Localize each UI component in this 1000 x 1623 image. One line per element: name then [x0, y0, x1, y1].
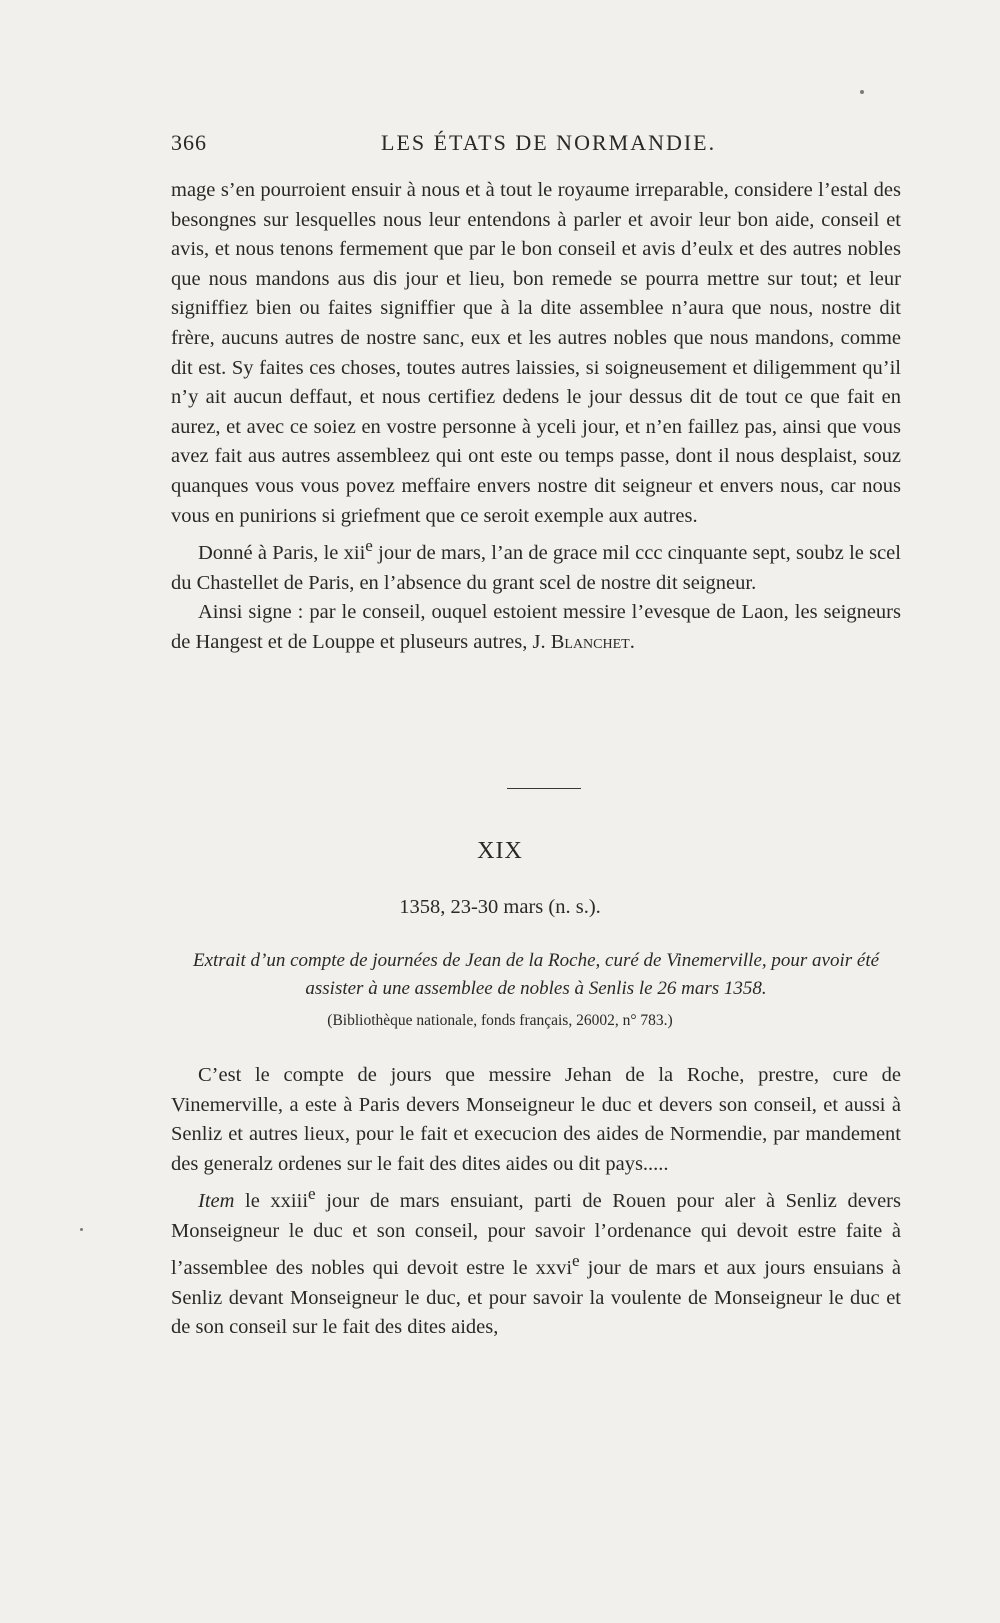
paragraph: mage s’en pourroient ensuir à nous et à tout le royaume irreparable, considere l’estal des besongnes sur lesquelles nous leur entendons à parler et avoir leur bon aide, conseil et avis, et nous tenons fermement que par le bon conseil et avis d’eulx et des autres nobles que nous mandons aus dis jour et lieu, bon remede se pourra mettre sur tout; et leur signiffiez bien ou faites signiffier que à la dite assemblee n’aura que nous, nostre dit frère, aucuns autres de nostre sanc, eux et les autres nobles que nous mandons, comme dit est. Sy faites ces choses, toutes autres laissies, si soigneusement et diligemment qu’il n’y ait aucun deffaut, et nous certifiez dedens le jour dessus dit de tout ce que fait en aurez, et avec ce soiez en vostre personne à yceli jour, et n’en faillez pas, ainsi que vous avez fait aus autres assembleez qui ont este ou temps passe, dont il nous desplaist, souz quanques vous vous povez meffaire envers nostre dit seigneur et envers nous, car nous vous en punirions si griefment que ce seroit exemple aux autres.	[171, 179, 901, 527]
page-number: 366	[171, 130, 207, 155]
dating-clause: Donné à Paris, le xii$^e$ jour de mars, l’an de grace mil ccc cinquante sept, soubz le scel du Chastellet de Paris, en l’absence du grant scel de nostre dit seigneur.	[171, 536, 901, 594]
item-paragraph: Item le xxiii$^e$ jour de mars ensuiant, parti de Rouen pour aler à Senliz devers Monseigneur le duc et son conseil, pour savoir l’ordenance qui devoit estre faite à l’assemblee des nobles qui devoit estre le xxvi$^e$ jour de mars et aux jours ensuians à Senliz devant Monseigneur le duc, et pour savoir la voulente de Monseigneur le duc et de son conseil sur le fait des dites aides,	[171, 1184, 901, 1339]
signatory-name: Blanchet	[550, 630, 630, 653]
ink-speck	[80, 1228, 83, 1231]
letter-text	[171, 176, 901, 657]
account-text	[171, 1061, 901, 1343]
paragraph: C’est le compte de jours que messire Jehan de la Roche, prestre, cure de Vinemerville, a este à Paris devers Monseigneur le duc et devers son conseil, et aussi à Senliz et autres lieux, pour le fait et execucion des aides de Normendie, par mandement des generalz ordenes sur le fait des dites aides ou dit pays.....	[171, 1064, 901, 1175]
running-title: LES ÉTATS DE NORMANDIE.	[381, 130, 717, 155]
section-divider	[507, 788, 581, 789]
section-number: XIX	[477, 838, 523, 864]
section-date: 1358, 23-30 mars (n. s.).	[399, 896, 601, 918]
ink-speck	[860, 90, 864, 94]
source-citation: (Bibliothèque nationale, fonds français, 26002, n° 783.)	[327, 1012, 673, 1029]
signature-clause: Ainsi signe : par le conseil, ouquel estoient messire l’evesque de Laon, les seigneurs de Hangest et de Louppe et pluseurs autres, J. Blanchet.	[171, 601, 901, 653]
section-rubric: Extrait d’un compte de journées de Jean de la Roche, curé de Vinemerville, pour avoir été assister à une assemblee de nobles à Senlis le 26 mars 1358.	[192, 950, 880, 999]
